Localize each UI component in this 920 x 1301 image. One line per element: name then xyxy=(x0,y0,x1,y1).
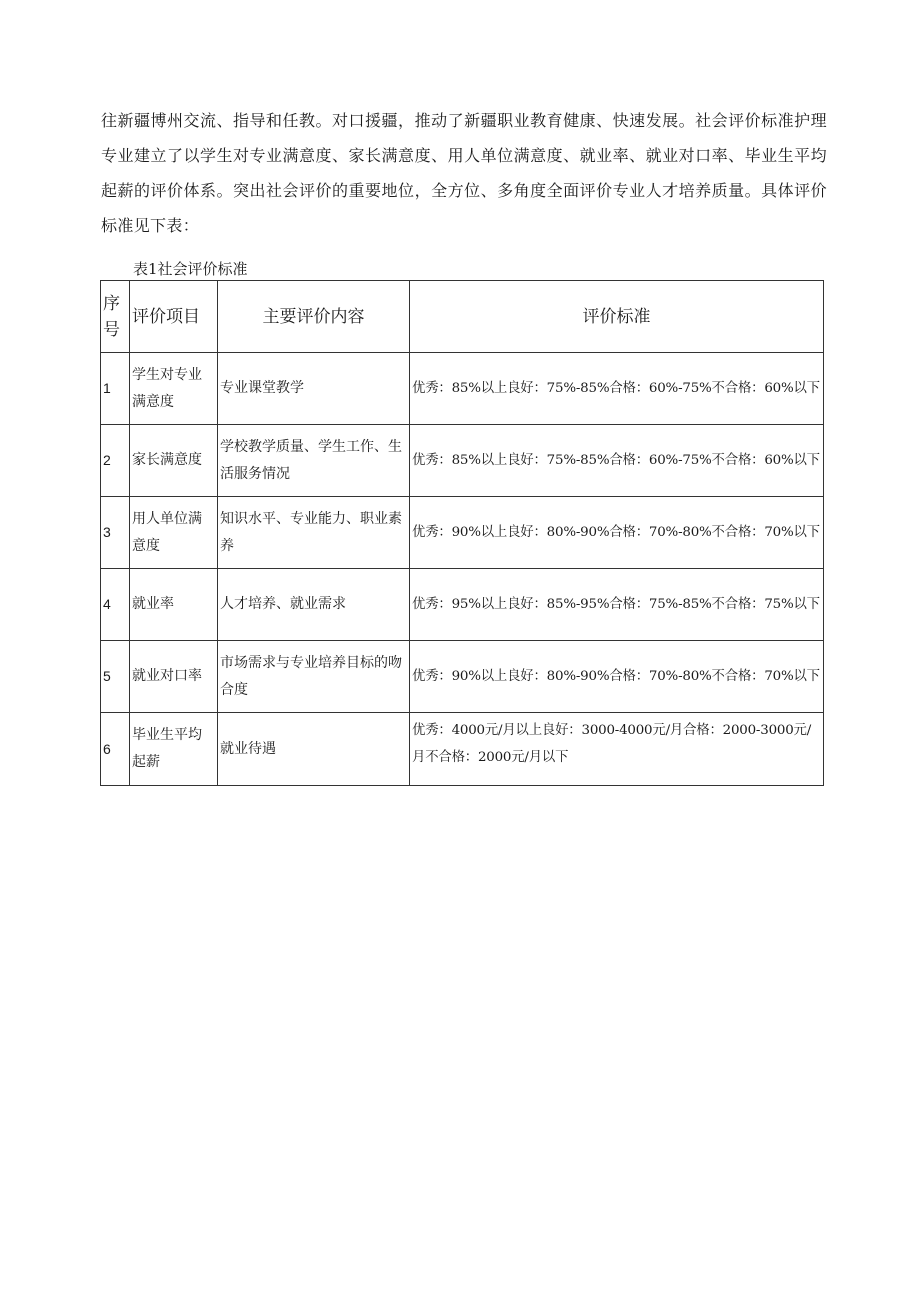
row-content: 专业课堂教学 xyxy=(218,353,410,425)
row-seq: 4 xyxy=(101,569,130,641)
table-row xyxy=(101,641,824,713)
row-content: 人才培养、就业需求 xyxy=(218,569,410,641)
table-caption: 表1社会评价标准 xyxy=(133,260,248,278)
row-item: 家长满意度 xyxy=(130,425,218,497)
body-paragraph: 往新疆博州交流、指导和任教。对口援疆，推动了新疆职业教育健康、快速发展。社会评价标准护理专业建立了以学生对专业满意度、家长满意度、用人单位满意度、就业率、就业对口率、毕业生平均起薪的评价体系。突出社会评价的重要地位，全方位、多角度全面评价专业人才培养质量。具体评价标准见下表： xyxy=(101,111,827,235)
table-row xyxy=(101,713,824,786)
table-row xyxy=(101,497,824,569)
row-seq: 5 xyxy=(101,641,130,713)
table-row xyxy=(101,425,824,497)
row-standard: 优秀：90%以上良好：80%-90%合格：70%-80%不合格：70%以下 xyxy=(410,497,824,569)
row-standard: 优秀：90%以上良好：80%-90%合格：70%-80%不合格：70%以下 xyxy=(410,641,824,713)
table-row xyxy=(101,569,824,641)
evaluation-standards-table xyxy=(100,280,824,786)
row-item: 用人单位满意度 xyxy=(130,497,218,569)
row-content: 就业待遇 xyxy=(218,713,410,786)
header-content: 主要评价内容 xyxy=(218,281,410,353)
table-header-row xyxy=(101,281,824,353)
header-seq: 序号 xyxy=(101,281,130,353)
row-standard: 优秀：4000元/月以上良好：3000-4000元/月合格：2000-3000元/月不合格：2000元/月以下 xyxy=(410,713,824,786)
row-content: 学校教学质量、学生工作、生活服务情况 xyxy=(218,425,410,497)
row-item: 学生对专业满意度 xyxy=(130,353,218,425)
row-seq: 2 xyxy=(101,425,130,497)
row-seq: 6 xyxy=(101,713,130,786)
row-item: 毕业生平均起薪 xyxy=(130,713,218,786)
row-standard: 优秀：85%以上良好：75%-85%合格：60%-75%不合格：60%以下 xyxy=(410,425,824,497)
row-standard: 优秀：95%以上良好：85%-95%合格：75%-85%不合格：75%以下 xyxy=(410,569,824,641)
row-item: 就业对口率 xyxy=(130,641,218,713)
header-standard: 评价标准 xyxy=(410,281,824,353)
table-row xyxy=(101,353,824,425)
row-seq: 3 xyxy=(101,497,130,569)
row-content: 知识水平、专业能力、职业素养 xyxy=(218,497,410,569)
row-content: 市场需求与专业培养目标的吻合度 xyxy=(218,641,410,713)
row-item: 就业率 xyxy=(130,569,218,641)
row-standard: 优秀：85%以上良好：75%-85%合格：60%-75%不合格：60%以下 xyxy=(410,353,824,425)
header-item: 评价项目 xyxy=(130,281,218,353)
row-seq: 1 xyxy=(101,353,130,425)
